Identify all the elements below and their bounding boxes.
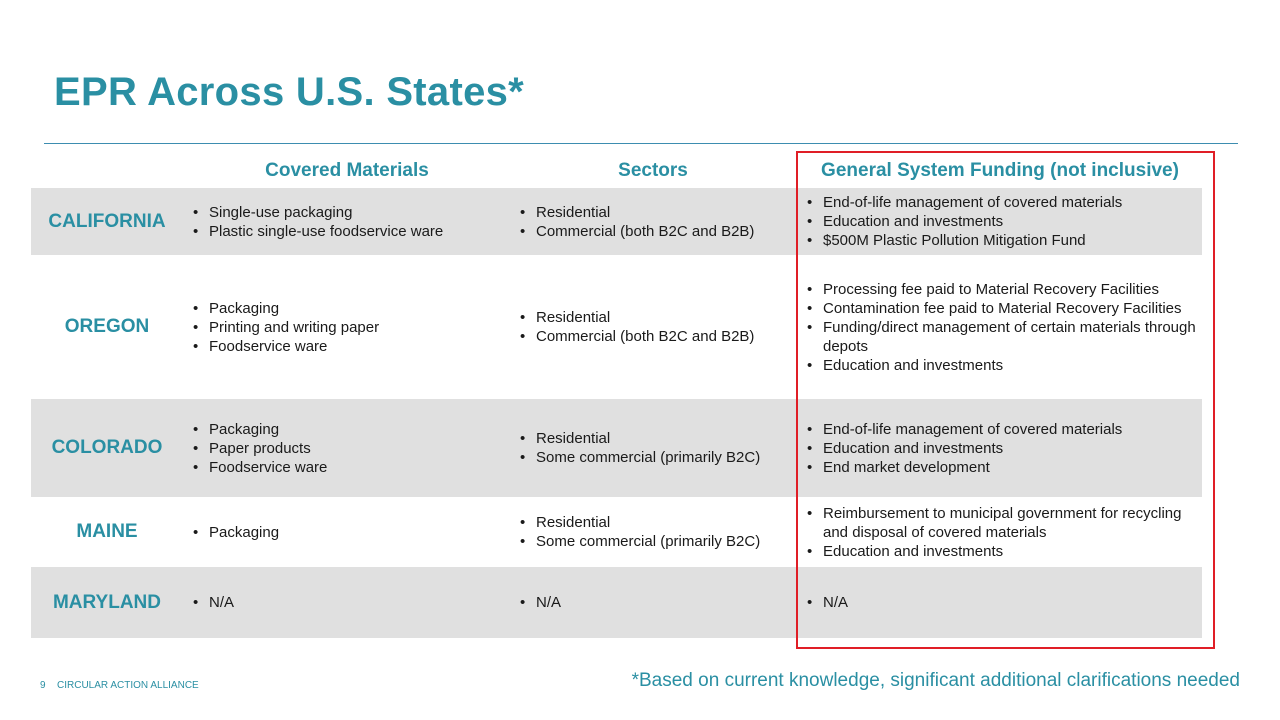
page-number: 9 <box>40 680 46 691</box>
title-divider <box>44 143 1238 144</box>
list-item: • Packaging <box>190 299 379 318</box>
list-item: • End-of-life management of covered materials <box>804 193 1122 212</box>
organization-name: CIRCULAR ACTION ALLIANCE <box>57 680 199 691</box>
list-item: • Packaging <box>190 523 279 542</box>
funding-cell <box>804 255 1196 399</box>
list-item: • Single-use packaging <box>190 203 443 222</box>
list-item: • N/A <box>190 593 234 612</box>
list-item: • N/A <box>517 593 561 612</box>
sectors-cell <box>517 188 787 255</box>
state-label: MARYLAND <box>52 591 161 613</box>
list-item: • Education and investments <box>804 212 1122 231</box>
list-item: • Processing fee paid to Material Recovery Facilities <box>804 280 1196 299</box>
covered-materials-cell <box>190 255 510 399</box>
table-row-maryland <box>31 567 1202 638</box>
list-item: • Foodservice ware <box>190 337 379 356</box>
sectors-cell <box>517 255 787 399</box>
list-item: • Paper products <box>190 439 327 458</box>
list-item: • Some commercial (primarily B2C) <box>517 532 760 551</box>
state-label: OREGON <box>64 316 150 337</box>
covered-materials-cell <box>190 497 510 567</box>
covered-materials-cell <box>190 399 510 497</box>
list-item: • Education and investments <box>804 439 1122 458</box>
state-label: COLORADO <box>51 437 163 458</box>
list-item: • Packaging <box>190 420 327 439</box>
column-header-funding: General System Funding (not inclusive) <box>821 160 1179 181</box>
state-label: CALIFORNIA <box>48 210 166 232</box>
table-row-california <box>31 188 1202 255</box>
list-item: • Residential <box>517 429 760 448</box>
funding-cell <box>804 567 1196 638</box>
funding-cell <box>804 497 1196 567</box>
sectors-cell <box>517 497 787 567</box>
footnote: *Based on current knowledge, significant additional clarifications needed <box>631 670 1240 691</box>
covered-materials-cell <box>190 567 510 638</box>
list-item: • Reimbursement to municipal government for recycling and disposal of covered materials <box>804 504 1196 542</box>
list-item: • Funding/direct management of certain materials through depots <box>804 318 1196 356</box>
funding-cell <box>804 399 1196 497</box>
list-item: • Some commercial (primarily B2C) <box>517 448 760 467</box>
table-row-colorado <box>31 399 1202 497</box>
funding-cell <box>804 188 1196 255</box>
list-item: • Contamination fee paid to Material Recovery Facilities <box>804 299 1196 318</box>
state-label: MAINE <box>76 521 138 542</box>
column-header-sectors: Sectors <box>618 160 688 181</box>
sectors-cell <box>517 567 787 638</box>
list-item: • End market development <box>804 458 1122 477</box>
list-item: • Education and investments <box>804 542 1196 561</box>
list-item: • Commercial (both B2C and B2B) <box>517 222 754 241</box>
list-item: • N/A <box>804 593 848 612</box>
table-row-maine <box>31 497 1202 567</box>
list-item: • Residential <box>517 308 754 327</box>
covered-materials-cell <box>190 188 510 255</box>
list-item: • $500M Plastic Pollution Mitigation Fund <box>804 231 1122 250</box>
column-header-covered-materials: Covered Materials <box>265 160 429 181</box>
sectors-cell <box>517 399 787 497</box>
list-item: • End-of-life management of covered materials <box>804 420 1122 439</box>
list-item: • Commercial (both B2C and B2B) <box>517 327 754 346</box>
list-item: • Foodservice ware <box>190 458 327 477</box>
list-item: • Education and investments <box>804 356 1196 375</box>
slide-title: EPR Across U.S. States* <box>54 70 525 114</box>
list-item: • Plastic single-use foodservice ware <box>190 222 443 241</box>
table-row-oregon <box>31 255 1202 399</box>
list-item: • Residential <box>517 203 754 222</box>
list-item: • Printing and writing paper <box>190 318 379 337</box>
list-item: • Residential <box>517 513 760 532</box>
